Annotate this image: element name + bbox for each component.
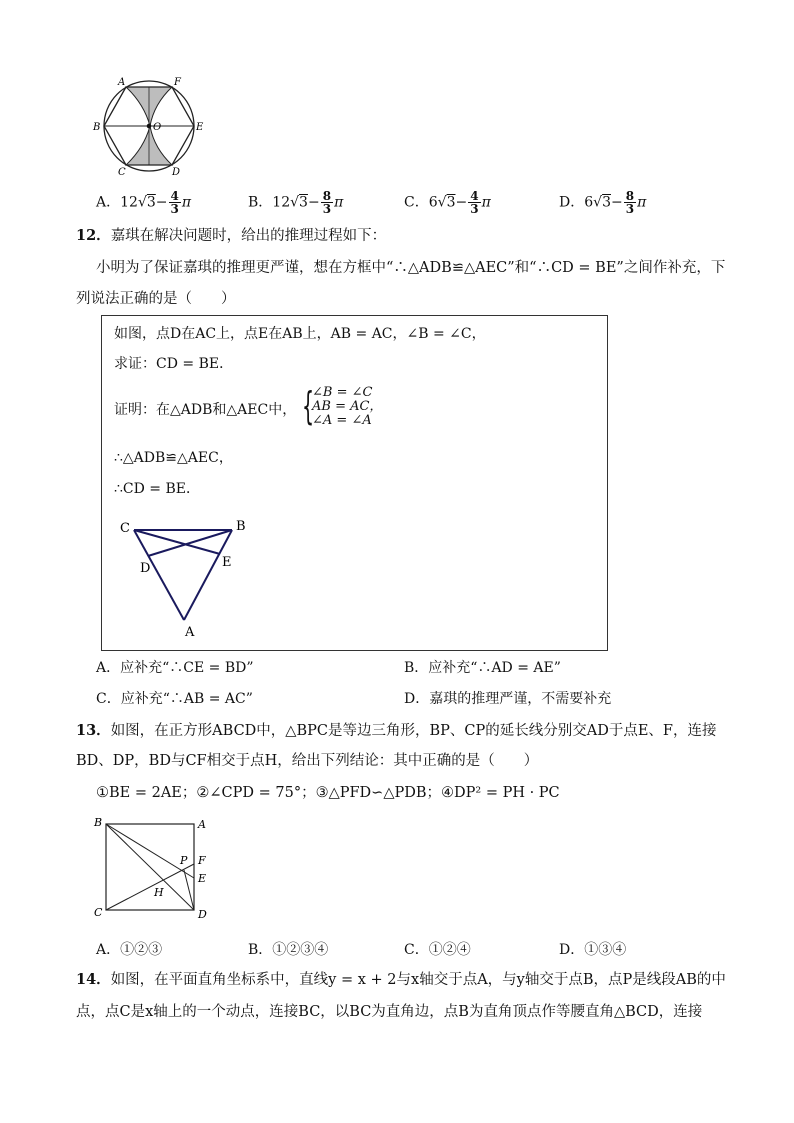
q13-figure — [88, 812, 216, 924]
q14-stem-line2: 点，点C是x轴上的一个动点，连接BC，以BC为直角边，点B为直角顶点作等腰直角△BCD，连接 — [76, 1004, 703, 1020]
q12-box-conclusion: ∴CD = BE． — [114, 481, 200, 497]
q12-box-congruent: ∴△ADB≌△AEC， — [114, 450, 233, 466]
q12-fig-label-c: C — [120, 521, 130, 536]
q12-brace-line2: AB = AC， — [312, 399, 383, 414]
q13-stem-line2: BD、DP，BD与CF相交于点H，给出下列结论：其中正确的是（ ） — [76, 753, 539, 769]
q12-fig-label-d: D — [140, 561, 151, 576]
q11-option-b[interactable]: B．12√3− $\frac{8}{3}$ π — [248, 189, 344, 216]
q12-option-b[interactable]: B．应补充“∴AD = AE” — [404, 660, 561, 676]
q12-fig-label-a: A — [185, 625, 195, 640]
q13-option-b[interactable]: B．①②③④ — [248, 942, 329, 958]
q13-fig-label-p: P — [180, 854, 188, 867]
q12-box-proof: 证明：在△ADB和△AEC中， — [114, 402, 297, 418]
q11-label-d: D — [172, 167, 181, 178]
q13-fig-label-a: A — [198, 818, 206, 831]
q13-stem-line1: 13．如图，在正方形ABCD中，△BPC是等边三角形，BP、CP的延长线分别交AD于点E、F，连接 — [76, 722, 717, 739]
q13-option-c[interactable]: C．①②④ — [404, 942, 471, 958]
q12-option-c[interactable]: C．应补充“∴AB = AC” — [96, 691, 253, 707]
q11-label-c: C — [118, 167, 126, 178]
q12-brace-line1: ∠B = ∠C — [312, 385, 373, 400]
q12-option-d[interactable]: D．嘉琪的推理严谨，不需要补充 — [404, 691, 612, 707]
q12-stem-line1: 12．嘉琪在解决问题时，给出的推理过程如下： — [76, 227, 387, 244]
q12-brace-line3: ∠A = ∠A — [312, 413, 372, 428]
q12-proof-box — [101, 315, 608, 651]
q11-label-b: B — [93, 122, 101, 133]
q11-label-a: A — [118, 77, 126, 88]
q12-fig-label-e: E — [222, 555, 232, 570]
q12-option-a[interactable]: A．应补充“∴CE = BD” — [96, 660, 254, 676]
q11-label-e: E — [196, 122, 204, 133]
q11-option-d[interactable]: D．6√3− $\frac{8}{3}$ π — [559, 189, 647, 216]
q13-fig-label-f: F — [198, 854, 206, 867]
q11-figure — [90, 74, 220, 178]
q11-option-c[interactable]: C．6√3− $\frac{4}{3}$ π — [404, 189, 491, 216]
q11-label-o: O — [153, 122, 162, 133]
q11-label-f: F — [174, 77, 181, 88]
q12-box-given: 如图，点D在AC上，点E在AB上，AB = AC，∠B = ∠C， — [114, 326, 486, 342]
q12-stem-line3: 列说法正确的是（ ） — [76, 291, 236, 307]
q13-option-d[interactable]: D．①③④ — [559, 942, 627, 958]
q13-option-a[interactable]: A．①②③ — [96, 942, 163, 958]
q12-fig-label-b: B — [236, 519, 246, 534]
q13-fig-label-b: B — [94, 816, 103, 829]
q12-brace-symbol: { — [302, 384, 315, 428]
q13-stem-line3: ①BE = 2AE；②∠CPD = 75°；③△PFD∽△PDB；④DP² = PH · PC — [96, 785, 560, 801]
q14-stem-line1: 14．如图，在平面直角坐标系中，直线y = x + 2与x轴交于点A，与y轴交于点B，点P是线段AB的中 — [76, 971, 726, 988]
q13-fig-label-d: D — [198, 908, 207, 921]
q12-stem-line2: 小明为了保证嘉琪的推理更严谨，想在方框中“∴△ADB≌△AEC”和“∴CD = BE”之间作补充，下 — [96, 260, 726, 276]
q13-fig-label-e: E — [198, 872, 207, 885]
q13-fig-label-h: H — [154, 886, 164, 899]
q12-box-prove: 求证：CD = BE． — [114, 356, 234, 372]
q13-fig-label-c: C — [94, 906, 103, 919]
q11-option-a[interactable]: A．12√3− $\frac{4}{3}$ π — [96, 189, 192, 216]
q12-figure — [114, 514, 264, 644]
